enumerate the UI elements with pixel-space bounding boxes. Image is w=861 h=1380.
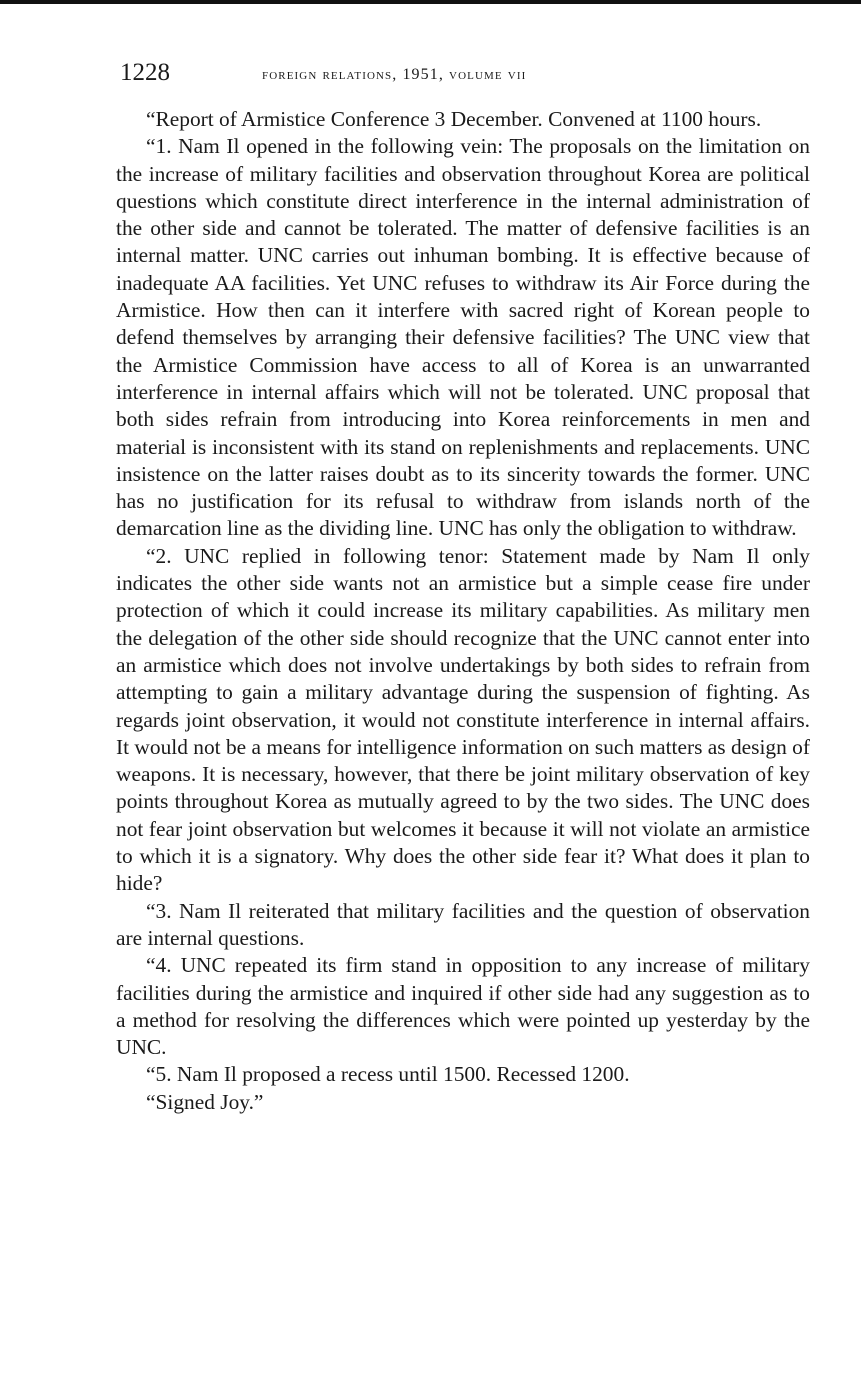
paragraph-1-nam-il-opening: “1. Nam Il opened in the following vein: The proposals on the limitation on the increase of military facilities and observation throughout Korea are political questions which constitute direct interference in the internal administration of the other side and cannot be tolerated. The matter of defensive facilities is an internal matter. UNC carries out inhuman bombing. It is effective because of inadequate AA facilities. Yet UNC refuses to withdraw its Air Force during the Armistice. How then can it interfere with sacred right of Korean people to defend themselves by arranging their defensive facilities? The UNC view that the Armistice Commission have access to all of Korea is an unwarranted interference in internal affairs which will not be tolerated. UNC proposal that both sides refrain from introducing into Korea reinforcements in men and material is inconsistent with its stand on replenishments and replacements. UNC insistence on the latter raises doubt as to its sincerity towards the former. UNC has no justification for its refusal to withdraw from islands north of the demarcation line as the dividing line. UNC has only the obligation to withdraw. — [116, 134, 810, 541]
paragraph-signature: “Signed Joy.” — [146, 1089, 264, 1114]
paragraph-3-nam-il-reiterated: “3. Nam Il reiterated that military facilities and the question of observation are internal questions. — [116, 898, 810, 950]
running-head: foreign relations, 1951, volume vii — [262, 66, 527, 83]
paragraph-5-recess: “5. Nam Il proposed a recess until 1500. Recessed 1200. — [146, 1062, 630, 1087]
top-border-rule — [0, 0, 861, 4]
page-number: 1228 — [120, 59, 170, 86]
paragraph-report-intro: “Report of Armistice Conference 3 December. Convened at 1100 hours. — [146, 107, 762, 131]
paragraph-4-unc-repeated: “4. UNC repeated its firm stand in opposition to any increase of military facilities during the armistice and inquired if other side had any suggestion as to a method for resolving the differences which were pointed up yesterday by the UNC. — [116, 953, 810, 1060]
page-header — [120, 58, 810, 92]
document-body — [116, 106, 810, 1116]
paragraph-2-unc-reply: “2. UNC replied in following tenor: Statement made by Nam Il only indicates the other side wants not an armistice but a simple cease fire under protection of which it could increase its military capabilities. As military men the delegation of the other side should recognize that the UNC cannot enter into an armistice which does not involve undertakings by both sides to refrain from attempting to gain a military advantage during the suspension of fighting. As regards joint observation, it would not constitute interference in internal affairs. It would not be a means for intelligence information on such matters as design of weapons. It is necessary, however, that there be joint military observation of key points throughout Korea as mutually agreed to by the two sides. The UNC does not fear joint observation but welcomes it because it will not violate an armistice to which it is a signatory. Why does the other side fear it? What does it plan to hide? — [116, 543, 810, 896]
